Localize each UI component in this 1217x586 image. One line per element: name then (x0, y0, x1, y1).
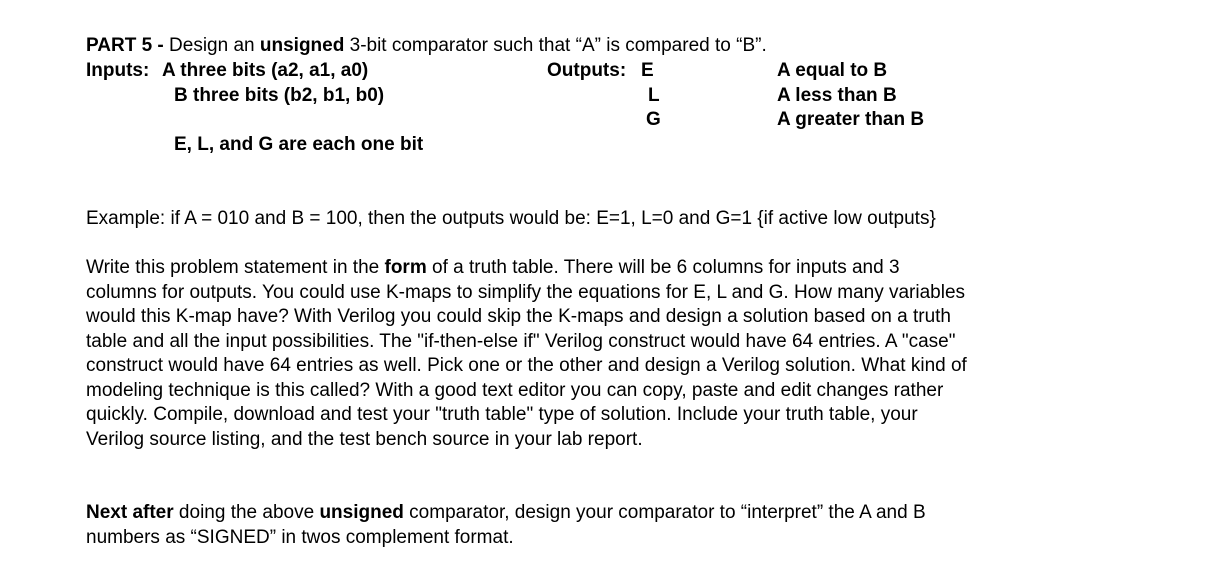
output-e-symbol: E (641, 60, 654, 81)
paragraph-line1-pre: Write this problem statement in the (86, 257, 385, 278)
part-title (86, 34, 767, 58)
paragraph-line (86, 256, 1146, 281)
paragraph-line: Verilog source listing, and the test bench source in your lab report. (86, 428, 643, 450)
output-l-symbol: L (648, 85, 660, 106)
unsigned-word: unsigned (259, 35, 345, 56)
unsigned-bold: unsigned (319, 502, 404, 523)
output-e-desc: A equal to B (777, 60, 888, 81)
part-rest: 3-bit comparator such that “A” is compared to “B”. (344, 35, 767, 56)
part-lead: Design an (169, 35, 260, 56)
next-line-2: numbers as “SIGNED” in twos complement format. (86, 526, 514, 548)
next-paragraph (86, 501, 1146, 550)
next-mid1: doing the above (173, 502, 320, 523)
input-a-desc: A three bits (a2, a1, a0) (162, 60, 369, 81)
input-b-desc: B three bits (b2, b1, b0) (174, 85, 385, 106)
next-line-1 (86, 501, 1146, 526)
outputs-label: Outputs: (547, 60, 627, 81)
paragraph-line: quickly. Compile, download and test your "truth table" type of solution. Include your truth table, your (86, 404, 918, 425)
paragraph-line: would this K-map have? With Verilog you could skip the K-maps and design a solution based on a truth (86, 306, 952, 327)
part-label: PART 5 - (86, 35, 170, 56)
output-l-desc: A less than B (777, 85, 897, 106)
inputs-label: Inputs: (86, 60, 150, 81)
output-g-desc: A greater than B (777, 109, 925, 130)
paragraph-line: modeling technique is this called? With a good text editor you can copy, paste and edit changes rather (86, 379, 944, 401)
paragraph-line: columns for outputs. You could use K-maps to simplify the equations for E, L and G. How many variables (86, 281, 966, 303)
instructions-paragraph (86, 256, 1146, 452)
form-word: form (384, 257, 427, 278)
next-after-bold: Next after (86, 502, 174, 523)
example-line: Example: if A = 010 and B = 100, then the outputs would be: E=1, L=0 and G=1 {if active low outputs} (86, 208, 936, 229)
output-g-symbol: G (646, 109, 661, 130)
paragraph-line: construct would have 64 entries as well. Pick one or the other and design a Verilog solution. What kind of (86, 355, 967, 376)
next-mid2: comparator, design your comparator to “interpret” the A and B (403, 502, 926, 523)
paragraph-line1-post: of a truth table. There will be 6 columns for inputs and 3 (426, 257, 900, 278)
paragraph-line: table and all the input possibilities. The "if-then-else if" Verilog construct would have 64 entries. A "case" (86, 330, 956, 352)
bit-note: E, L, and G are each one bit (174, 134, 424, 155)
